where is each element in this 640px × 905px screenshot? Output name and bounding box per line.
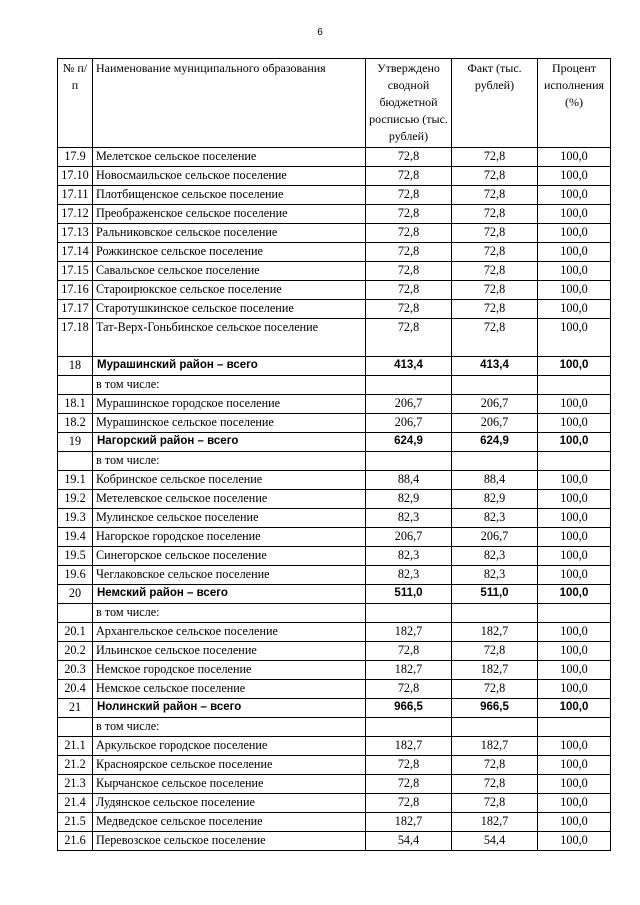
- row-number: 19.4: [58, 528, 93, 547]
- row-fact: 182,7: [452, 623, 538, 642]
- row-name: Чеглаковское сельское поселение: [93, 566, 366, 585]
- row-name: Нолинский район – всего: [93, 699, 366, 718]
- row-name: Ильинское сельское поселение: [93, 642, 366, 661]
- row-approved: 182,7: [366, 661, 452, 680]
- row-approved: 82,3: [366, 509, 452, 528]
- row-approved: 72,8: [366, 262, 452, 281]
- row-name: в том числе:: [93, 376, 366, 395]
- row-name: Кырчанское сельское поселение: [93, 775, 366, 794]
- row-number: 18.2: [58, 414, 93, 433]
- row-fact: 624,9: [452, 433, 538, 452]
- row-number: 21.4: [58, 794, 93, 813]
- row-percent: 100,0: [538, 756, 611, 775]
- row-percent: [538, 604, 611, 623]
- row-fact: 72,8: [452, 680, 538, 699]
- table-row: [58, 547, 611, 566]
- table-row: [58, 186, 611, 205]
- row-fact: 182,7: [452, 737, 538, 756]
- row-approved: 72,8: [366, 680, 452, 699]
- row-number: 17.11: [58, 186, 93, 205]
- row-percent: 100,0: [538, 585, 611, 604]
- row-fact: [452, 604, 538, 623]
- row-approved: 72,8: [366, 205, 452, 224]
- row-fact: 72,8: [452, 281, 538, 300]
- row-name: Немское сельское поселение: [93, 680, 366, 699]
- row-approved: 72,8: [366, 281, 452, 300]
- row-number: [58, 376, 93, 395]
- row-name: Мулинское сельское поселение: [93, 509, 366, 528]
- row-approved: 182,7: [366, 813, 452, 832]
- row-number: 21.3: [58, 775, 93, 794]
- table-row-district-total: [58, 433, 611, 452]
- row-percent: 100,0: [538, 623, 611, 642]
- row-name: Немский район – всего: [93, 585, 366, 604]
- row-number: 19.6: [58, 566, 93, 585]
- table-row: [58, 300, 611, 319]
- row-name: Староирюкское сельское поселение: [93, 281, 366, 300]
- header-fact: Факт (тыс. рублей): [452, 59, 538, 148]
- row-approved: 82,9: [366, 490, 452, 509]
- row-name: Лудянское сельское поселение: [93, 794, 366, 813]
- row-name: Нагорское городское поселение: [93, 528, 366, 547]
- row-fact: 206,7: [452, 528, 538, 547]
- row-name: Кобринское сельское поселение: [93, 471, 366, 490]
- row-number: 17.15: [58, 262, 93, 281]
- row-percent: 100,0: [538, 794, 611, 813]
- table-row: [58, 661, 611, 680]
- row-percent: 100,0: [538, 281, 611, 300]
- table-row: [58, 205, 611, 224]
- row-fact: 72,8: [452, 300, 538, 319]
- table-body: [58, 148, 611, 851]
- row-name: Нагорский район – всего: [93, 433, 366, 452]
- row-name: Синегорское сельское поселение: [93, 547, 366, 566]
- row-approved: [366, 376, 452, 395]
- row-name: Архангельское сельское поселение: [93, 623, 366, 642]
- row-number: 17.10: [58, 167, 93, 186]
- table-row: [58, 737, 611, 756]
- row-fact: 72,8: [452, 794, 538, 813]
- row-approved: 511,0: [366, 585, 452, 604]
- row-fact: 72,8: [452, 642, 538, 661]
- row-name: Немское городское поселение: [93, 661, 366, 680]
- table-row: [58, 414, 611, 433]
- row-approved: 72,8: [366, 148, 452, 167]
- row-fact: 206,7: [452, 414, 538, 433]
- row-percent: 100,0: [538, 186, 611, 205]
- row-approved: 206,7: [366, 395, 452, 414]
- row-percent: 100,0: [538, 737, 611, 756]
- row-percent: 100,0: [538, 547, 611, 566]
- row-name: Ральниковское сельское поселение: [93, 224, 366, 243]
- row-percent: [538, 452, 611, 471]
- row-approved: 206,7: [366, 414, 452, 433]
- row-number: 19.1: [58, 471, 93, 490]
- row-fact: 82,3: [452, 547, 538, 566]
- row-approved: 72,8: [366, 167, 452, 186]
- row-number: 19.3: [58, 509, 93, 528]
- table-row: [58, 167, 611, 186]
- table-row: [58, 680, 611, 699]
- row-number: 20.3: [58, 661, 93, 680]
- table-row: [58, 528, 611, 547]
- row-number: 19: [58, 433, 93, 452]
- row-percent: 100,0: [538, 775, 611, 794]
- row-approved: 72,8: [366, 300, 452, 319]
- row-approved: 624,9: [366, 433, 452, 452]
- row-name: Мелетское сельское поселение: [93, 148, 366, 167]
- row-approved: 82,3: [366, 566, 452, 585]
- row-percent: 100,0: [538, 395, 611, 414]
- row-fact: 206,7: [452, 395, 538, 414]
- row-name: Мурашинское городское поселение: [93, 395, 366, 414]
- table-row: [58, 794, 611, 813]
- row-approved: [366, 718, 452, 737]
- header-name: Наименование муниципального образования: [93, 59, 366, 148]
- row-number: 17.12: [58, 205, 93, 224]
- row-approved: 206,7: [366, 528, 452, 547]
- row-fact: 511,0: [452, 585, 538, 604]
- row-percent: 100,0: [538, 813, 611, 832]
- row-fact: 72,8: [452, 167, 538, 186]
- table-row: [58, 832, 611, 851]
- row-fact: [452, 376, 538, 395]
- row-percent: 100,0: [538, 300, 611, 319]
- row-percent: [538, 718, 611, 737]
- row-approved: [366, 452, 452, 471]
- row-approved: 54,4: [366, 832, 452, 851]
- table-row: [58, 281, 611, 300]
- row-percent: 100,0: [538, 167, 611, 186]
- row-fact: 72,8: [452, 319, 538, 357]
- row-number: 18: [58, 357, 93, 376]
- table-row: [58, 604, 611, 623]
- table-row: [58, 718, 611, 737]
- table-row: [58, 376, 611, 395]
- row-fact: 966,5: [452, 699, 538, 718]
- row-fact: 72,8: [452, 775, 538, 794]
- row-fact: 72,8: [452, 148, 538, 167]
- table-row: [58, 775, 611, 794]
- row-approved: 88,4: [366, 471, 452, 490]
- row-number: [58, 604, 93, 623]
- row-percent: 100,0: [538, 680, 611, 699]
- row-name: Мурашинское сельское поселение: [93, 414, 366, 433]
- row-number: 21.2: [58, 756, 93, 775]
- row-fact: 72,8: [452, 224, 538, 243]
- row-name: в том числе:: [93, 718, 366, 737]
- row-number: 20.1: [58, 623, 93, 642]
- row-name: Старотушкинское сельское поселение: [93, 300, 366, 319]
- row-percent: 100,0: [538, 832, 611, 851]
- row-percent: 100,0: [538, 224, 611, 243]
- row-name: в том числе:: [93, 452, 366, 471]
- row-number: 17.9: [58, 148, 93, 167]
- row-fact: 182,7: [452, 813, 538, 832]
- table-row: [58, 224, 611, 243]
- row-number: 21: [58, 699, 93, 718]
- row-number: 17.18: [58, 319, 93, 357]
- row-name: Мурашинский район – всего: [93, 357, 366, 376]
- row-number: [58, 452, 93, 471]
- row-number: 18.1: [58, 395, 93, 414]
- table-row-district-total: [58, 699, 611, 718]
- table-row: [58, 395, 611, 414]
- row-percent: [538, 376, 611, 395]
- row-number: 21.5: [58, 813, 93, 832]
- table-row-district-total: [58, 357, 611, 376]
- row-name: Перевозское сельское поселение: [93, 832, 366, 851]
- header-num: № п/п: [58, 59, 93, 148]
- page-number: 6: [317, 27, 323, 38]
- row-fact: 72,8: [452, 262, 538, 281]
- row-approved: 72,8: [366, 224, 452, 243]
- row-percent: 100,0: [538, 262, 611, 281]
- row-percent: 100,0: [538, 205, 611, 224]
- row-fact: 72,8: [452, 205, 538, 224]
- table-row: [58, 623, 611, 642]
- table-row: [58, 813, 611, 832]
- row-fact: 413,4: [452, 357, 538, 376]
- row-percent: 100,0: [538, 528, 611, 547]
- row-percent: 100,0: [538, 243, 611, 262]
- table-row: [58, 756, 611, 775]
- row-percent: 100,0: [538, 699, 611, 718]
- row-name: Новосмаильское сельское поселение: [93, 167, 366, 186]
- row-approved: 82,3: [366, 547, 452, 566]
- row-percent: 100,0: [538, 319, 611, 357]
- row-percent: 100,0: [538, 357, 611, 376]
- row-number: 19.5: [58, 547, 93, 566]
- row-name: Преображенское сельское поселение: [93, 205, 366, 224]
- table-row: [58, 509, 611, 528]
- row-approved: 413,4: [366, 357, 452, 376]
- row-approved: 182,7: [366, 737, 452, 756]
- row-approved: 72,8: [366, 794, 452, 813]
- row-number: 19.2: [58, 490, 93, 509]
- header-approved: Утверждено сводной бюджетной росписью (тыс. рублей): [366, 59, 452, 148]
- row-fact: [452, 718, 538, 737]
- row-name: Красноярское сельское поселение: [93, 756, 366, 775]
- row-percent: 100,0: [538, 471, 611, 490]
- row-fact: 82,3: [452, 566, 538, 585]
- row-fact: 72,8: [452, 186, 538, 205]
- table-row-district-total: [58, 585, 611, 604]
- row-name: Тат-Верх-Гоньбинское сельское поселение: [93, 319, 366, 357]
- row-percent: 100,0: [538, 642, 611, 661]
- header-percent: Процент исполнения (%): [538, 59, 611, 148]
- row-approved: 966,5: [366, 699, 452, 718]
- row-percent: 100,0: [538, 509, 611, 528]
- row-name: Аркульское городское поселение: [93, 737, 366, 756]
- row-fact: 82,3: [452, 509, 538, 528]
- table-row: [58, 319, 611, 357]
- row-number: 21.1: [58, 737, 93, 756]
- row-name: в том числе:: [93, 604, 366, 623]
- row-percent: 100,0: [538, 433, 611, 452]
- row-approved: [366, 604, 452, 623]
- row-fact: 88,4: [452, 471, 538, 490]
- row-name: Медведское сельское поселение: [93, 813, 366, 832]
- table-row: [58, 471, 611, 490]
- row-percent: 100,0: [538, 414, 611, 433]
- row-approved: 182,7: [366, 623, 452, 642]
- row-fact: 182,7: [452, 661, 538, 680]
- row-approved: 72,8: [366, 775, 452, 794]
- row-name: Плотбищенское сельское поселение: [93, 186, 366, 205]
- row-approved: 72,8: [366, 186, 452, 205]
- row-number: 20: [58, 585, 93, 604]
- table-header: [58, 59, 611, 148]
- row-fact: 54,4: [452, 832, 538, 851]
- row-fact: [452, 452, 538, 471]
- row-fact: 72,8: [452, 756, 538, 775]
- budget-execution-table: [57, 58, 611, 851]
- table-row: [58, 452, 611, 471]
- table-row: [58, 243, 611, 262]
- row-fact: 72,8: [452, 243, 538, 262]
- row-approved: 72,8: [366, 243, 452, 262]
- row-name: Савальское сельское поселение: [93, 262, 366, 281]
- row-approved: 72,8: [366, 319, 452, 357]
- row-number: 17.13: [58, 224, 93, 243]
- row-fact: 82,9: [452, 490, 538, 509]
- row-percent: 100,0: [538, 566, 611, 585]
- row-number: [58, 718, 93, 737]
- table-row: [58, 642, 611, 661]
- row-number: 20.4: [58, 680, 93, 699]
- row-number: 20.2: [58, 642, 93, 661]
- row-name: Метелевское сельское поселение: [93, 490, 366, 509]
- row-number: 17.16: [58, 281, 93, 300]
- table-row: [58, 490, 611, 509]
- row-number: 17.14: [58, 243, 93, 262]
- table-row: [58, 148, 611, 167]
- row-number: 21.6: [58, 832, 93, 851]
- row-approved: 72,8: [366, 756, 452, 775]
- row-percent: 100,0: [538, 490, 611, 509]
- table-row: [58, 262, 611, 281]
- row-percent: 100,0: [538, 148, 611, 167]
- row-number: 17.17: [58, 300, 93, 319]
- row-percent: 100,0: [538, 661, 611, 680]
- row-name: Рожкинское сельское поселение: [93, 243, 366, 262]
- table-row: [58, 566, 611, 585]
- row-approved: 72,8: [366, 642, 452, 661]
